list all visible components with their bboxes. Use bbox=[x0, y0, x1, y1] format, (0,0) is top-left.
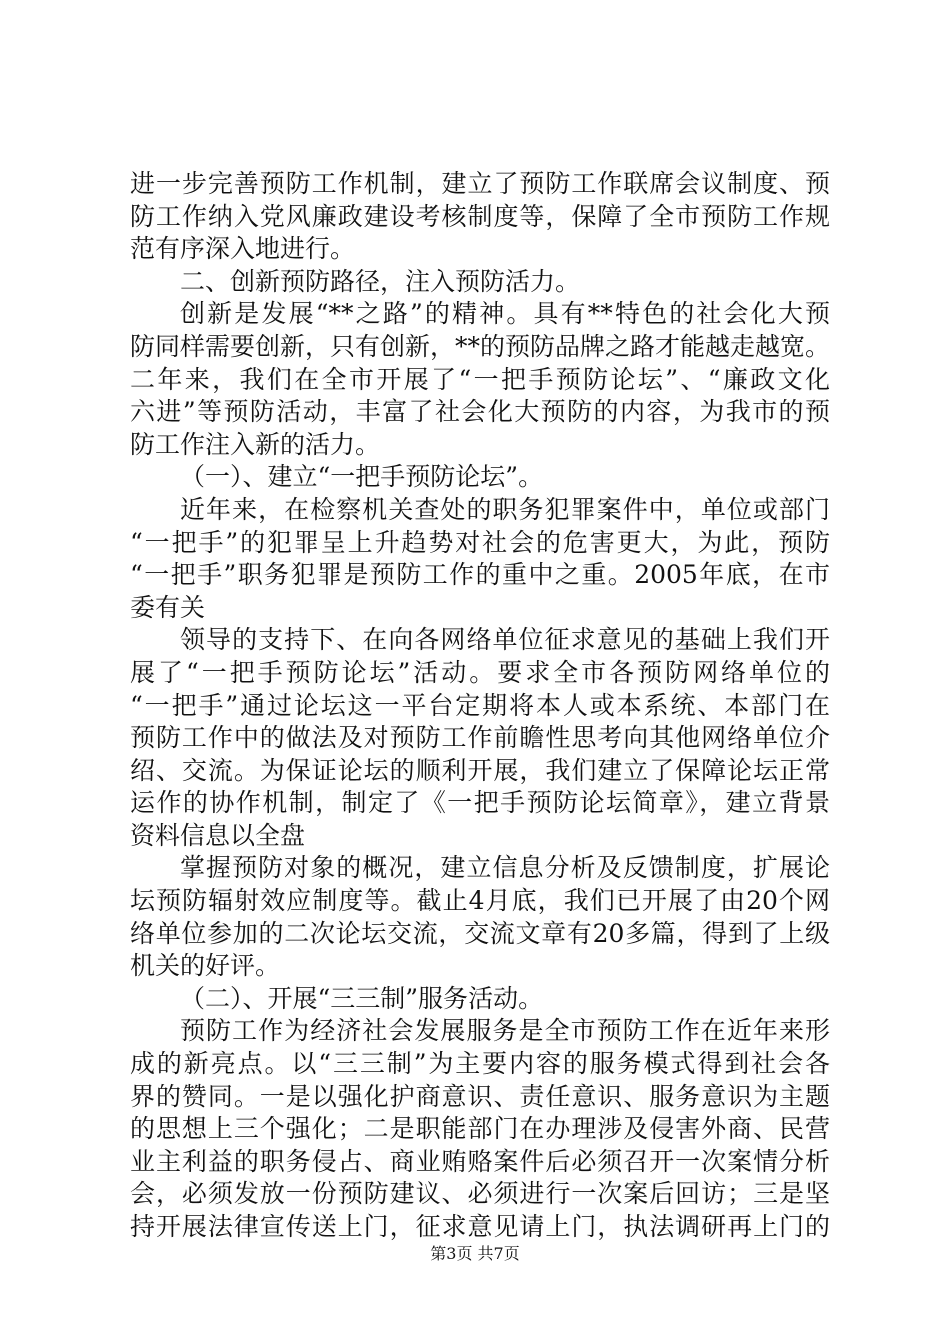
text-line: 防工作纳入党风廉政建设考核制度等，保障了全市预防工作规 bbox=[130, 201, 830, 231]
text-line: 会，必须发放一份预防建议、必须进行一次案后回访；三是坚 bbox=[130, 1179, 830, 1209]
text-line: （二）、开展“三三制”服务活动。 bbox=[180, 983, 544, 1013]
text-line: 络单位参加的二次论坛交流，交流文章有20多篇，得到了上级 bbox=[130, 918, 830, 948]
text-line: 领导的支持下、在向各网络单位征求意见的基础上我们开 bbox=[180, 625, 830, 655]
text-line: 资料信息以全盘 bbox=[130, 820, 306, 850]
text-line: 成的新亮点。以“三三制”为主要内容的服务模式得到社会各 bbox=[130, 1049, 830, 1079]
text-line: 进一步完善预防工作机制，建立了预防工作联席会议制度、预 bbox=[130, 169, 830, 198]
text-line: 六进”等预防活动，丰富了社会化大预防的内容，为我市的预 bbox=[130, 397, 830, 427]
text-line: 运作的协作机制，制定了《一把手预防论坛简章》，建立背景 bbox=[130, 788, 830, 818]
text-line: “一把手”的犯罪呈上升趋势对社会的危害更大，为此，预防 bbox=[130, 527, 830, 557]
text-line: 防工作注入新的活力。 bbox=[130, 429, 381, 459]
text-line: （一）、建立“一把手预防论坛”。 bbox=[180, 462, 544, 492]
text-line: 的思想上三个强化；二是职能部门在办理涉及侵害外商、民营 bbox=[130, 1114, 830, 1144]
text-line: 近年来，在检察机关查处的职务犯罪案件中，单位或部门 bbox=[180, 494, 830, 524]
text-line: 持开展法律宣传送上门，征求意见请上门，执法调研再上门的 bbox=[130, 1212, 830, 1241]
text-line: 掌握预防对象的概况，建立信息分析及反馈制度，扩展论 bbox=[180, 853, 830, 883]
text-line: “一把手”通过论坛这一平台定期将本人或本系统、本部门在 bbox=[130, 690, 830, 720]
text-line: 防同样需要创新，只有创新，**的预防品牌之路才能越走越宽。 bbox=[130, 331, 831, 361]
text-line: “一把手”职务犯罪是预防工作的重中之重。2005年底，在市 bbox=[130, 560, 830, 590]
text-line: 绍、交流。为保证论坛的顺利开展，我们建立了保障论坛正常 bbox=[130, 755, 830, 785]
text-line: 范有序深入地进行。 bbox=[130, 234, 356, 264]
text-line: 二年来，我们在全市开展了“一把手预防论坛”、“廉政文化 bbox=[130, 364, 830, 394]
text-line: 机关的好评。 bbox=[130, 951, 281, 981]
text-line: 坛预防辐射效应制度等。截止4月底，我们已开展了由20个网 bbox=[130, 886, 830, 916]
text-line: 业主利益的职务侵占、商业贿赂案件后必须召开一次案情分析 bbox=[130, 1146, 830, 1176]
text-line: 委有关 bbox=[130, 592, 206, 622]
text-line: 展了“一把手预防论坛”活动。要求全市各预防网络单位的 bbox=[130, 657, 830, 687]
page-number-footer: 第3页 共7页 bbox=[430, 1244, 520, 1263]
text-line: 二、创新预防路径，注入预防活力。 bbox=[180, 266, 581, 296]
text-line: 预防工作中的做法及对预防工作前瞻性思考向其他网络单位介 bbox=[130, 723, 830, 753]
text-line: 预防工作为经济社会发展服务是全市预防工作在近年来形 bbox=[180, 1016, 830, 1046]
document-body bbox=[130, 168, 830, 1244]
text-line: 创新是发展“**之路”的精神。具有**特色的社会化大预 bbox=[180, 299, 830, 329]
text-line: 界的赞同。一是以强化护商意识、责任意识、服务意识为主题 bbox=[130, 1081, 830, 1111]
